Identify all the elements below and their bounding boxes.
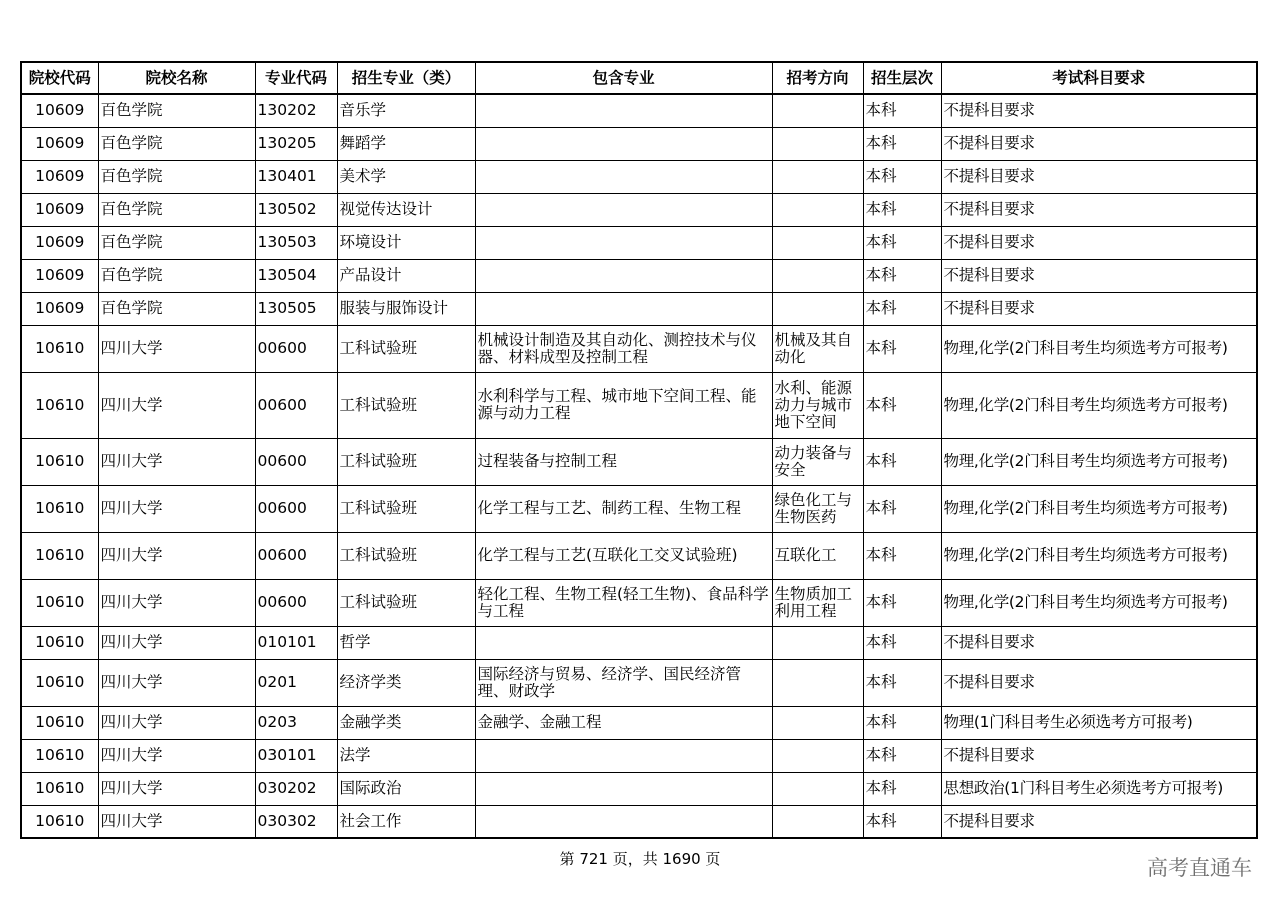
cell-school-code: 10610 <box>21 485 98 532</box>
cell-level: 本科 <box>863 485 941 532</box>
table-row <box>21 772 1257 805</box>
cell-school-name: 四川大学 <box>98 579 255 626</box>
cell-includes <box>475 160 772 193</box>
cell-major: 美术学 <box>337 160 475 193</box>
cell-school-name: 四川大学 <box>98 372 255 438</box>
cell-includes <box>475 127 772 160</box>
table-row <box>21 579 1257 626</box>
table-row <box>21 485 1257 532</box>
cell-requirement: 不提科目要求 <box>941 160 1257 193</box>
cell-major: 舞蹈学 <box>337 127 475 160</box>
cell-school-name: 四川大学 <box>98 438 255 485</box>
cell-school-name: 四川大学 <box>98 706 255 739</box>
table-row <box>21 292 1257 325</box>
cell-major-code: 130503 <box>255 226 337 259</box>
cell-major-code: 130504 <box>255 259 337 292</box>
cell-school-name: 四川大学 <box>98 772 255 805</box>
cell-requirement: 不提科目要求 <box>941 94 1257 127</box>
cell-direction <box>772 193 863 226</box>
table-row <box>21 438 1257 485</box>
cell-school-code: 10610 <box>21 579 98 626</box>
cell-school-name: 百色学院 <box>98 94 255 127</box>
cell-school-code: 10610 <box>21 739 98 772</box>
cell-school-name: 百色学院 <box>98 193 255 226</box>
cell-level: 本科 <box>863 160 941 193</box>
cell-level: 本科 <box>863 739 941 772</box>
cell-direction: 机械及其自动化 <box>772 325 863 372</box>
cell-school-name: 百色学院 <box>98 292 255 325</box>
header-level: 招生层次 <box>863 62 941 94</box>
cell-includes <box>475 259 772 292</box>
cell-requirement: 不提科目要求 <box>941 659 1257 706</box>
cell-requirement: 不提科目要求 <box>941 805 1257 838</box>
cell-level: 本科 <box>863 226 941 259</box>
header-row <box>21 62 1257 94</box>
cell-school-code: 10609 <box>21 127 98 160</box>
cell-major-code: 00600 <box>255 438 337 485</box>
cell-major-code: 130505 <box>255 292 337 325</box>
cell-major-code: 00600 <box>255 325 337 372</box>
cell-direction <box>772 226 863 259</box>
cell-school-name: 四川大学 <box>98 739 255 772</box>
header-direction: 招考方向 <box>772 62 863 94</box>
cell-level: 本科 <box>863 706 941 739</box>
cell-level: 本科 <box>863 193 941 226</box>
table-row <box>21 739 1257 772</box>
cell-includes <box>475 805 772 838</box>
cell-major: 视觉传达设计 <box>337 193 475 226</box>
cell-school-name: 四川大学 <box>98 626 255 659</box>
cell-direction: 动力装备与安全 <box>772 438 863 485</box>
cell-major-code: 00600 <box>255 372 337 438</box>
admission-table <box>20 61 1258 839</box>
table-row <box>21 259 1257 292</box>
cell-includes <box>475 193 772 226</box>
table-row <box>21 626 1257 659</box>
table-row <box>21 226 1257 259</box>
cell-direction <box>772 659 863 706</box>
cell-school-name: 百色学院 <box>98 160 255 193</box>
cell-school-code: 10609 <box>21 292 98 325</box>
table-row <box>21 160 1257 193</box>
cell-major-code: 010101 <box>255 626 337 659</box>
cell-includes: 金融学、金融工程 <box>475 706 772 739</box>
cell-requirement: 不提科目要求 <box>941 626 1257 659</box>
cell-level: 本科 <box>863 292 941 325</box>
cell-major: 工科试验班 <box>337 485 475 532</box>
cell-school-code: 10610 <box>21 325 98 372</box>
cell-includes <box>475 226 772 259</box>
cell-includes <box>475 772 772 805</box>
cell-direction <box>772 160 863 193</box>
cell-direction <box>772 706 863 739</box>
cell-direction <box>772 772 863 805</box>
cell-school-code: 10609 <box>21 259 98 292</box>
cell-school-code: 10610 <box>21 532 98 579</box>
header-major: 招生专业（类） <box>337 62 475 94</box>
cell-includes <box>475 292 772 325</box>
cell-major-code: 030302 <box>255 805 337 838</box>
cell-major: 环境设计 <box>337 226 475 259</box>
header-school-code: 院校代码 <box>21 62 98 94</box>
cell-school-code: 10610 <box>21 706 98 739</box>
cell-major: 工科试验班 <box>337 325 475 372</box>
cell-requirement: 不提科目要求 <box>941 292 1257 325</box>
header-school-name: 院校名称 <box>98 62 255 94</box>
cell-major: 社会工作 <box>337 805 475 838</box>
cell-direction: 绿色化工与生物医药 <box>772 485 863 532</box>
cell-level: 本科 <box>863 94 941 127</box>
cell-requirement: 不提科目要求 <box>941 226 1257 259</box>
cell-school-name: 四川大学 <box>98 325 255 372</box>
cell-major-code: 130202 <box>255 94 337 127</box>
cell-requirement: 不提科目要求 <box>941 739 1257 772</box>
cell-includes: 化学工程与工艺、制药工程、生物工程 <box>475 485 772 532</box>
cell-major: 国际政治 <box>337 772 475 805</box>
cell-direction: 互联化工 <box>772 532 863 579</box>
cell-requirement: 不提科目要求 <box>941 193 1257 226</box>
cell-level: 本科 <box>863 772 941 805</box>
cell-school-code: 10610 <box>21 626 98 659</box>
cell-level: 本科 <box>863 325 941 372</box>
cell-major-code: 00600 <box>255 579 337 626</box>
cell-major-code: 0203 <box>255 706 337 739</box>
cell-requirement: 不提科目要求 <box>941 127 1257 160</box>
cell-major: 工科试验班 <box>337 532 475 579</box>
cell-level: 本科 <box>863 659 941 706</box>
cell-school-code: 10610 <box>21 372 98 438</box>
cell-major-code: 030202 <box>255 772 337 805</box>
cell-includes: 化学工程与工艺(互联化工交叉试验班) <box>475 532 772 579</box>
table-row <box>21 372 1257 438</box>
cell-level: 本科 <box>863 372 941 438</box>
cell-includes: 过程装备与控制工程 <box>475 438 772 485</box>
cell-major-code: 030101 <box>255 739 337 772</box>
cell-level: 本科 <box>863 438 941 485</box>
cell-includes <box>475 739 772 772</box>
cell-major: 哲学 <box>337 626 475 659</box>
cell-major: 服装与服饰设计 <box>337 292 475 325</box>
cell-requirement: 思想政治(1门科目考生必须选考方可报考) <box>941 772 1257 805</box>
cell-level: 本科 <box>863 532 941 579</box>
cell-school-code: 10609 <box>21 193 98 226</box>
table-row <box>21 94 1257 127</box>
cell-major: 法学 <box>337 739 475 772</box>
table-row <box>21 706 1257 739</box>
cell-major-code: 130502 <box>255 193 337 226</box>
cell-major: 工科试验班 <box>337 372 475 438</box>
cell-major-code: 00600 <box>255 532 337 579</box>
cell-includes: 机械设计制造及其自动化、测控技术与仪器、材料成型及控制工程 <box>475 325 772 372</box>
cell-school-code: 10610 <box>21 438 98 485</box>
cell-direction <box>772 805 863 838</box>
cell-direction <box>772 626 863 659</box>
cell-requirement: 物理,化学(2门科目考生均须选考方可报考) <box>941 532 1257 579</box>
cell-includes: 轻化工程、生物工程(轻工生物)、食品科学与工程 <box>475 579 772 626</box>
cell-school-code: 10609 <box>21 94 98 127</box>
cell-includes: 水利科学与工程、城市地下空间工程、能源与动力工程 <box>475 372 772 438</box>
cell-school-code: 10610 <box>21 805 98 838</box>
cell-school-name: 百色学院 <box>98 259 255 292</box>
cell-school-name: 四川大学 <box>98 805 255 838</box>
table-row <box>21 659 1257 706</box>
cell-school-name: 四川大学 <box>98 659 255 706</box>
cell-major: 工科试验班 <box>337 579 475 626</box>
cell-major: 经济学类 <box>337 659 475 706</box>
cell-direction <box>772 94 863 127</box>
cell-level: 本科 <box>863 579 941 626</box>
header-requirement: 考试科目要求 <box>941 62 1257 94</box>
cell-direction <box>772 259 863 292</box>
cell-level: 本科 <box>863 805 941 838</box>
cell-school-code: 10610 <box>21 659 98 706</box>
table-row <box>21 127 1257 160</box>
cell-direction <box>772 127 863 160</box>
table-row <box>21 532 1257 579</box>
table-row <box>21 193 1257 226</box>
header-includes: 包含专业 <box>475 62 772 94</box>
cell-school-name: 百色学院 <box>98 226 255 259</box>
cell-includes <box>475 626 772 659</box>
cell-requirement: 物理,化学(2门科目考生均须选考方可报考) <box>941 579 1257 626</box>
cell-major: 金融学类 <box>337 706 475 739</box>
watermark: 高考直通车 <box>1147 856 1252 880</box>
cell-level: 本科 <box>863 259 941 292</box>
cell-school-name: 百色学院 <box>98 127 255 160</box>
cell-direction: 生物质加工利用工程 <box>772 579 863 626</box>
cell-school-code: 10609 <box>21 226 98 259</box>
cell-major-code: 130205 <box>255 127 337 160</box>
cell-requirement: 物理,化学(2门科目考生均须选考方可报考) <box>941 325 1257 372</box>
cell-major-code: 00600 <box>255 485 337 532</box>
cell-direction <box>772 739 863 772</box>
cell-major: 产品设计 <box>337 259 475 292</box>
table-row <box>21 325 1257 372</box>
cell-requirement: 物理,化学(2门科目考生均须选考方可报考) <box>941 438 1257 485</box>
cell-school-code: 10609 <box>21 160 98 193</box>
cell-major: 音乐学 <box>337 94 475 127</box>
cell-level: 本科 <box>863 626 941 659</box>
cell-requirement: 物理(1门科目考生必须选考方可报考) <box>941 706 1257 739</box>
cell-requirement: 物理,化学(2门科目考生均须选考方可报考) <box>941 485 1257 532</box>
cell-major-code: 0201 <box>255 659 337 706</box>
cell-direction: 水利、能源动力与城市地下空间 <box>772 372 863 438</box>
cell-includes: 国际经济与贸易、经济学、国民经济管理、财政学 <box>475 659 772 706</box>
cell-major: 工科试验班 <box>337 438 475 485</box>
cell-major-code: 130401 <box>255 160 337 193</box>
cell-school-code: 10610 <box>21 772 98 805</box>
table-row <box>21 805 1257 838</box>
cell-direction <box>772 292 863 325</box>
cell-school-name: 四川大学 <box>98 485 255 532</box>
page-footer: 第 721 页，共 1690 页 <box>559 850 721 868</box>
header-major-code: 专业代码 <box>255 62 337 94</box>
cell-requirement: 不提科目要求 <box>941 259 1257 292</box>
cell-level: 本科 <box>863 127 941 160</box>
cell-requirement: 物理,化学(2门科目考生均须选考方可报考) <box>941 372 1257 438</box>
cell-school-name: 四川大学 <box>98 532 255 579</box>
cell-includes <box>475 94 772 127</box>
